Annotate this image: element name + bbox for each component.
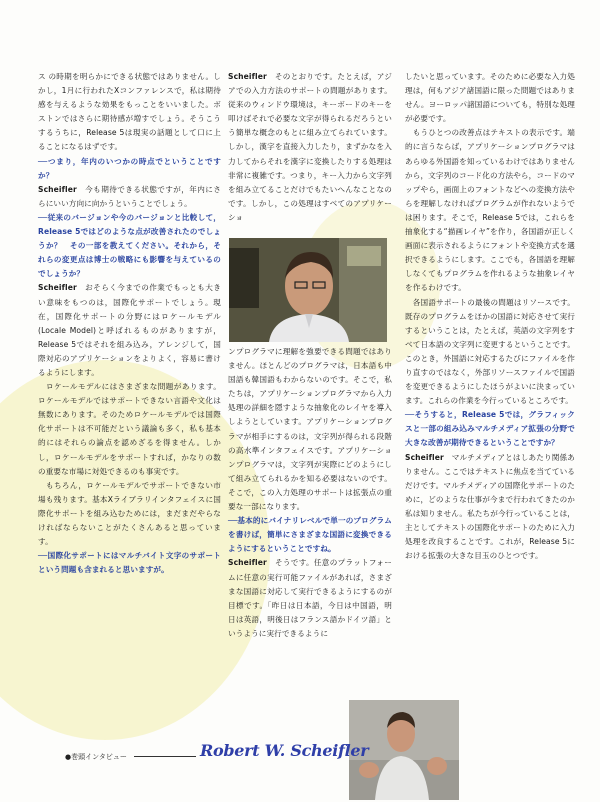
body-paragraph: もうひとつの改善点はテキストの表示です。端的に言うならば，アプリケーションプログラマはあらゆる外国語を知っているわけではありませんから，文字列のコード化の方法やら，コードのマップやら，画面上のフォントなどへの変換方法やらを理解しなければプログラムが作れないようでは困ります。そこで，Release 5では，これらを抽象化する“描画レイヤ”を作り，各国語が正しく画面に表示されるようにフォントや変換方式を選択できるようにします。ここでも，各国語を理解しなくてもプログラムを作れるような抽象レイヤを作るわけです。	[405, 128, 575, 293]
speaker-name: Scheifler	[228, 72, 267, 81]
interview-question: ──そうすると，Release 5では，グラフィックスと一部の組み込みマルチメディア拡張の分野で大きな改善が期待できるということですか？	[405, 410, 575, 448]
text-column-2	[228, 70, 392, 225]
answer-text: そうです。任意のプラットフォームに任意の実行可能ファイルがあれば，さまざまな国語に対応して実行できるようにするのが目標です。「昨日は日本語，今日は中国語，明日は英語，明後日はフランス語かドイツ語」というように実行できるように	[228, 558, 392, 638]
text-column-3	[405, 70, 575, 563]
interview-question: ──国際化サポートにはマルチバイト文字のサポートという問題も含まれると思いますが。	[38, 551, 221, 575]
answer-text: おそらく今までの作業でもっとも大きい意味をもつのは，国際化サポートでしょう。現在，国際化サポートの分野にはロケールモデル(Locale Model)と呼ばれるものがありますが，Release 5ではそれを組み込み，アレンジして，国際対応のアプリケーションをよりよく，容易に書けるようにします。	[38, 283, 221, 377]
interviewee-name: Robert W. Scheifler	[200, 741, 369, 760]
interview-answer	[38, 183, 221, 211]
interview-answer	[228, 70, 392, 225]
interview-question: ──基本的にバイナリレベルで単一のプログラムを書けば，簡単にさまざまな国語に変換できるようにするということですね。	[228, 516, 392, 554]
body-paragraph: ンプログラマに理解を強要できる問題ではありません。ほとんどのプログラマは，日本語も中国語も韓国語もわからないのです。そこで，私たちは，アプリケーションプログラマから入力処理の詳細を隠すような抽象化のレイヤを導入しようとしています。アプリケーションプログラマが相手にするのは，文字列が得られる段階の高水準インタフェイスです。アプリケーションプログラマは，文字列が実際にどのようにして組み立てられるかを知る必要はないのです。そこで，この入力処理のサポートは拡張点の重要な一部になります。	[228, 347, 392, 512]
interview-question: ──つまり，年内のいつかの時点でということですか？	[38, 156, 221, 180]
footer-divider	[134, 756, 196, 757]
answer-text: マルチメディアとはしあたり関係ありません。ここではテキストに焦点を当てているだけです。マルチメディアの国際化サポートのために，どのような仕事が今まで行われてきたのか私は知りません。私たちが今行っていることは，主としてテキストの国際化サポートのために入力処理を改良することです。これが，Release 5における拡張の大きな目玉のひとつです。	[405, 452, 575, 561]
interview-answer	[38, 281, 221, 380]
text-column-1	[38, 70, 221, 577]
body-paragraph: 各国語サポートの最後の問題はリソースです。既存のプログラムをほかの国語に対応させて実行するということは，たとえば，英語の文字列をすべて日本語の文字列に変更するということです。このとき，外国語に対応するたびにファイルを作り直すのではなく，外部リソースファイルで国語を変更できるようにしたほうがよいに決まっています。これらの作業を今行っているところです。	[405, 297, 575, 406]
interview-answer	[405, 451, 575, 564]
answer-text: 今も期待できる状態ですが，年内にさらにいい方向に向かうということでしょう。	[38, 184, 221, 208]
speaker-name: Scheifler	[38, 184, 77, 194]
section-label: ●巻頭インタビュー	[65, 753, 127, 761]
body-paragraph: ス の時期を明らかにできる状態ではありません。しかし，1月に行われたXコンファレンスで，私は期待感を与えるような効果をもっことをいいました。ボストンではさらに期待感が増すでしょう。そうこうするうちに，Release 5は現実の話題として口に上ることになるはずです。	[38, 72, 221, 152]
body-paragraph: したいと思っています。そのために必要な入力処理は，何もアジア諸国語に限った問題ではありません。ヨーロッパ諸国語についても，特別な処理が必要です。	[405, 72, 575, 124]
speaker-name: Scheifler	[228, 558, 267, 568]
interview-answer	[228, 556, 392, 641]
text-column-2-lower	[228, 345, 392, 641]
interview-question: ──従来のバージョンや今のバージョンと比較して，Release 5ではどのような点が改善されたのでしょうか？ その一部を教えてください。それから，それらの変更点は博士の戦略にも影響を与えているのでしょうか？	[38, 212, 221, 279]
body-paragraph: もちろん，ロケールモデルでサポートできない市場も残ります。基本Xライブラリインタフェイスに国際化サポートを組み込むためには，まだまだやらなければならないことがたくさんあると思っています。	[38, 480, 221, 547]
speaker-name: Scheifler	[405, 452, 444, 462]
speaker-name: Scheifler	[38, 283, 77, 293]
body-paragraph: ロケールモデルにはさまざまな問題があります。ロケールモデルではサポートできない言語や文化は無数にあります。そのためロケールモデルでは国際化サポートは不可能だという議論も多く，私も基本的にはそれらの論点を認めざるを得ません。しかし，ロケールモデルをサポートすれば，かなりの数の重要な市場に対処できるのも事実です。	[38, 382, 221, 476]
answer-text: そのとおりです。たとえば，アジアでの入力方法のサポートの問題があります。従来のウィンドウ環境は，キーボードのキーを叩けばそれで必要な文字が得られるだろうという簡単な概念のもとに組み立てられています。しかし，漢字を直接入力したり，まずかなを入力してからそれを漢字に変換したりする処理は非常に複雑です。つまり，キー入力から文字列を組み立てることだけでもたいへんなことなのです。しかし，この処理はすべてのアプリケーショ	[228, 72, 392, 222]
interview-photo-scheifler	[229, 238, 387, 342]
